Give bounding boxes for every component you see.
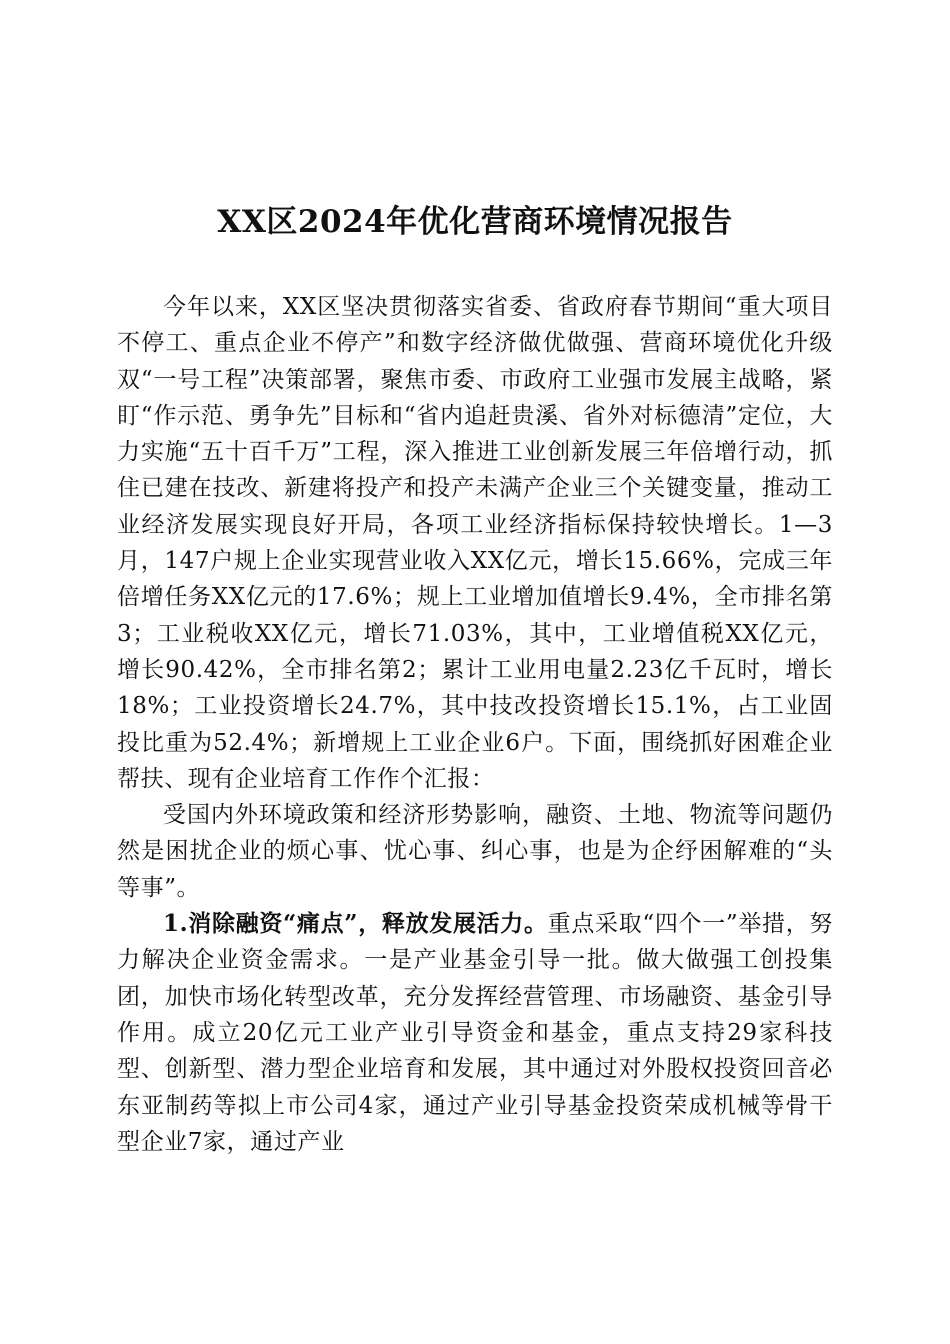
paragraph-text: 重点采取“四个一”举措，努力解决企业资金需求。一是产业基金引导一批。做大做强工创投集团，加快市场化转型改革，充分发挥经营管理、市场融资、基金引导作用。成立20亿元工业产业引导资金和基金，重点支持29家科技型、创新型、潜力型企业培育和发展，其中通过对外股权投资回音必东亚制药等拟上市公司4家，通过产业引导基金投资荣成机械等骨干型企业7家，通过产业 [117, 911, 833, 1155]
paragraph-context [117, 797, 833, 906]
paragraph-intro [117, 289, 833, 797]
paragraph-text: 受国内外环境政策和经济形势影响，融资、土地、物流等问题仍然是困扰企业的烦心事、忧心事、纠心事，也是为企纾困解难的“头等事”。 [117, 802, 833, 901]
paragraph-lead: 1.消除融资“痛点”，释放发展活力。 [163, 910, 548, 938]
paragraph-text: 今年以来，XX区坚决贯彻落实省委、省政府春节期间“重大项目不停工、重点企业不停产”和数字经济做优做强、营商环境优化升级双“一号工程”决策部署，聚焦市委、市政府工业强市发展主战略，紧盯“作示范、勇争先”目标和“省内追赶贵溪、省外对标德清”定位，大力实施“五十百千万”工程，深入推进工业创新发展三年倍增行动，抓住已建在技改、新建将投产和投产未满产企业三个关键变量，推动工业经济发展实现良好开局，各项工业经济指标保持较快增长。1—3月，147户规上企业实现营业收入XX亿元，增长15.66%，完成三年倍增任务XX亿元的17.6%；规上工业增加值增长9.4%，全市排名第3；工业税收XX亿元，增长71.03%，其中，工业增值税XX亿元，增长90.42%，全市排名第2；累计工业用电量2.23亿千瓦时，增长18%；工业投资增长24.7%，其中技改投资增长15.1%，占工业固投比重为52.4%；新增规上工业企业6户。下面，围绕抓好困难企业帮扶、现有企业培育工作作个汇报： [117, 294, 833, 792]
paragraph-financing [117, 906, 833, 1160]
document-title: XX区2024年优化营商环境情况报告 [217, 204, 733, 240]
document-body [117, 289, 833, 1160]
